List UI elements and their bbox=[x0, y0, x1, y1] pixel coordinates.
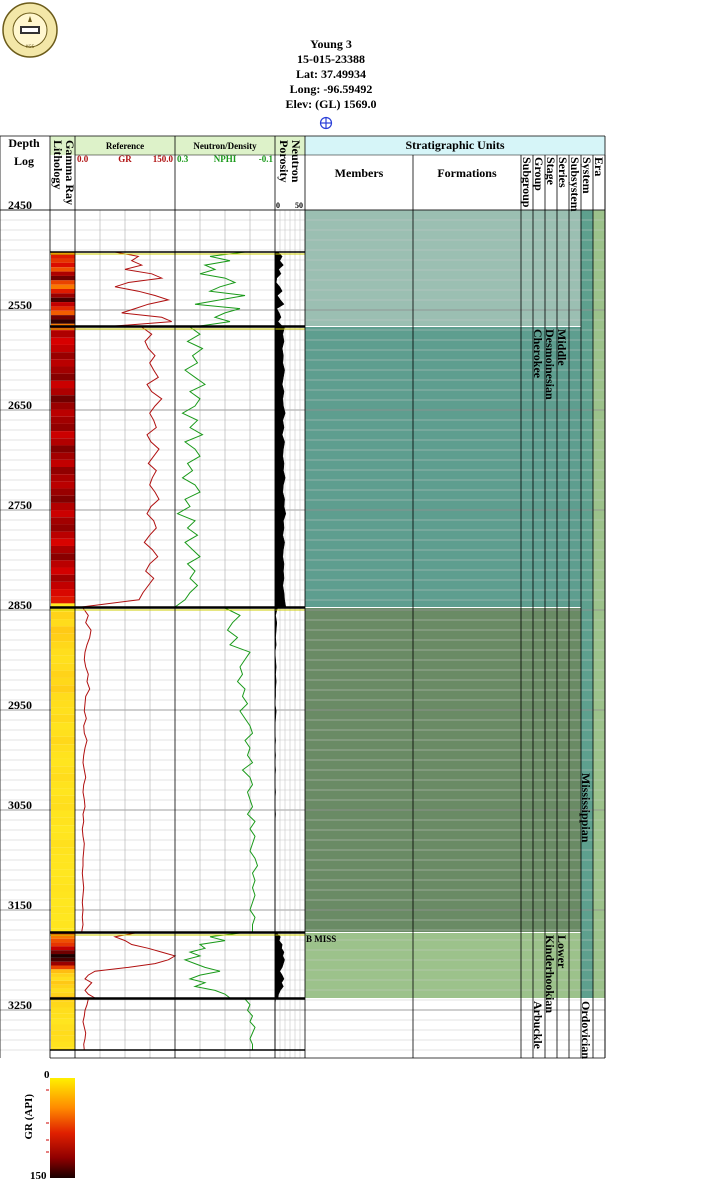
lithology-band bbox=[51, 988, 75, 992]
lithology-band bbox=[51, 489, 75, 496]
depth-subtitle: Log bbox=[13, 154, 35, 168]
porosity-label: Porosity bbox=[277, 140, 291, 183]
lithology-band bbox=[51, 855, 75, 862]
nphi-curve bbox=[195, 252, 245, 326]
lithology-band bbox=[51, 338, 75, 345]
lithology-band bbox=[51, 715, 75, 722]
lithology-band bbox=[51, 417, 75, 424]
lithology-band bbox=[51, 496, 75, 503]
lithology-band bbox=[51, 431, 75, 438]
lithology-band bbox=[51, 634, 75, 641]
lithology-band bbox=[51, 553, 75, 560]
strat-unit-label: Arbuckle bbox=[531, 1001, 545, 1049]
lithology-band bbox=[51, 954, 75, 958]
lithology-band bbox=[51, 539, 75, 546]
lithology-band bbox=[51, 503, 75, 510]
elevation: Elev: (GL) 1569.0 bbox=[285, 97, 377, 111]
latitude: Lat: 37.49934 bbox=[296, 67, 366, 81]
nphi-right: -0.1 bbox=[258, 154, 273, 164]
depth-label: 2850 bbox=[8, 598, 32, 612]
lithology-band bbox=[51, 943, 75, 947]
lithology-band bbox=[51, 374, 75, 381]
lithology-band bbox=[51, 906, 75, 913]
nphi-curve bbox=[185, 933, 240, 998]
lithology-band bbox=[51, 1019, 75, 1025]
lithology-band bbox=[51, 254, 75, 258]
strat-col-era: Era bbox=[592, 157, 606, 177]
lithology-band bbox=[51, 276, 75, 280]
lithology-band bbox=[51, 345, 75, 352]
lithology-band bbox=[51, 424, 75, 431]
lithology-band bbox=[51, 781, 75, 788]
well-name: Young 3 bbox=[310, 37, 352, 51]
lithology-band bbox=[51, 946, 75, 950]
depth-label: 2750 bbox=[8, 498, 32, 512]
lithology-band bbox=[51, 833, 75, 840]
porosity-fill bbox=[275, 933, 285, 998]
lithology-band bbox=[51, 293, 75, 297]
lithology-band bbox=[51, 445, 75, 452]
lithology-band bbox=[51, 366, 75, 373]
lithology-band bbox=[51, 532, 75, 539]
lithology-band bbox=[51, 352, 75, 359]
color-scale-max: 150 bbox=[30, 1170, 47, 1182]
lithology-band bbox=[51, 381, 75, 388]
lithology-band bbox=[51, 693, 75, 700]
lithology-band bbox=[51, 892, 75, 899]
lithology-band bbox=[51, 267, 75, 271]
color-scale-min: 0 bbox=[44, 1069, 50, 1081]
lithology-band bbox=[51, 921, 75, 928]
strat-col-members: Members bbox=[334, 166, 384, 180]
lithology-band bbox=[51, 560, 75, 567]
lithology-band bbox=[51, 575, 75, 582]
lithology-band bbox=[51, 663, 75, 670]
lithology-band bbox=[51, 973, 75, 977]
gr-max: 150.0 bbox=[152, 154, 173, 164]
lithology-band bbox=[51, 818, 75, 825]
lithology-band bbox=[51, 862, 75, 869]
lithology-band bbox=[51, 524, 75, 531]
gamma-ray-label: Gamma Ray bbox=[63, 140, 77, 205]
lithology-band bbox=[51, 884, 75, 891]
gr-curve bbox=[83, 999, 88, 1050]
svg-text:KGS: KGS bbox=[25, 44, 35, 49]
strat-header: Stratigraphic Units bbox=[405, 138, 505, 152]
lithology-band bbox=[51, 678, 75, 685]
lithology-band bbox=[51, 685, 75, 692]
lithology-label: Lithology bbox=[51, 140, 65, 190]
strat-col-series: Series bbox=[556, 157, 570, 188]
lithology-band bbox=[51, 596, 75, 603]
lithology-band bbox=[51, 589, 75, 596]
strat-col-group: Group bbox=[532, 157, 546, 191]
lithology-band bbox=[51, 395, 75, 402]
lithology-band bbox=[51, 331, 75, 338]
lithology-band bbox=[51, 280, 75, 284]
lithology-band bbox=[51, 1036, 75, 1042]
color-scale-bar bbox=[50, 1078, 75, 1178]
strat-col-formations: Formations bbox=[437, 166, 497, 180]
lithology-band bbox=[51, 825, 75, 832]
lithology-band bbox=[51, 869, 75, 876]
strat-col-system: System bbox=[580, 157, 594, 194]
neutron-density-label: Neutron/Density bbox=[193, 141, 257, 151]
lithology-band bbox=[51, 263, 75, 267]
lithology-band bbox=[51, 306, 75, 310]
lithology-band bbox=[51, 649, 75, 656]
gr-curve-label: GR bbox=[118, 154, 132, 164]
strat-unit-label: B MISS bbox=[306, 934, 337, 944]
lithology-band bbox=[51, 985, 75, 989]
nphi-left: 0.3 bbox=[177, 154, 189, 164]
strat-col-subgroup: Subgroup bbox=[520, 157, 534, 208]
lithology-band bbox=[51, 939, 75, 943]
porosity-fill bbox=[275, 252, 284, 326]
neutron-label: Neutron bbox=[289, 140, 303, 183]
lithology-band bbox=[51, 796, 75, 803]
lithology-band bbox=[51, 774, 75, 781]
lithology-band bbox=[51, 272, 75, 276]
lithology-band bbox=[51, 744, 75, 751]
strat-col-stage: Stage bbox=[544, 157, 558, 185]
lithology-band bbox=[51, 962, 75, 966]
strat-unit-label: Mississippian bbox=[579, 773, 593, 843]
depth-label: 2950 bbox=[8, 698, 32, 712]
lithology-band bbox=[51, 582, 75, 589]
lithology-band bbox=[51, 914, 75, 921]
lithology-band bbox=[51, 737, 75, 744]
lithology-band bbox=[51, 612, 75, 619]
lithology-band bbox=[51, 319, 75, 323]
depth-label: 2550 bbox=[8, 298, 32, 312]
lithology-band bbox=[51, 1008, 75, 1014]
lithology-band bbox=[51, 847, 75, 854]
lithology-band bbox=[51, 981, 75, 985]
longitude: Long: -96.59492 bbox=[289, 82, 373, 96]
lithology-band bbox=[51, 969, 75, 973]
lithology-band bbox=[51, 722, 75, 729]
lithology-band bbox=[51, 438, 75, 445]
gr-min: 0.0 bbox=[77, 154, 89, 164]
lithology-band bbox=[51, 730, 75, 737]
lithology-band bbox=[51, 671, 75, 678]
api-number: 15-015-23388 bbox=[297, 52, 365, 66]
lithology-band bbox=[51, 546, 75, 553]
lithology-band bbox=[51, 992, 75, 996]
lithology-band bbox=[51, 311, 75, 315]
lithology-band bbox=[51, 388, 75, 395]
gr-curve bbox=[85, 933, 175, 998]
strat-unit-label: Desmoinesian bbox=[543, 329, 557, 400]
lithology-band bbox=[51, 285, 75, 289]
strat-unit-block-3 bbox=[305, 933, 581, 998]
lithology-band bbox=[51, 899, 75, 906]
strat-unit-label: Cherokee bbox=[531, 329, 545, 379]
lithology-band bbox=[51, 877, 75, 884]
lithology-band bbox=[51, 510, 75, 517]
lithology-band bbox=[51, 298, 75, 302]
strat-unit-label: Lower bbox=[555, 935, 569, 969]
strat-unit-label: Middle bbox=[555, 329, 569, 366]
nphi-curve bbox=[175, 327, 205, 607]
lithology-band bbox=[51, 966, 75, 970]
lithology-band bbox=[51, 700, 75, 707]
lithology-band bbox=[51, 803, 75, 810]
lithology-band bbox=[51, 453, 75, 460]
lithology-band bbox=[51, 474, 75, 481]
lithology-band bbox=[51, 788, 75, 795]
lithology-band bbox=[51, 759, 75, 766]
depth-title: Depth bbox=[8, 136, 40, 150]
depth-label: 3250 bbox=[8, 998, 32, 1012]
lithology-band bbox=[51, 289, 75, 293]
lithology-band bbox=[51, 1025, 75, 1031]
strat-unit-label: Kinderhookian bbox=[543, 935, 557, 1014]
lithology-band bbox=[51, 707, 75, 714]
lithology-band bbox=[51, 402, 75, 409]
lithology-band bbox=[51, 460, 75, 467]
lithology-band bbox=[51, 619, 75, 626]
lithology-band bbox=[51, 752, 75, 759]
lithology-band bbox=[51, 1002, 75, 1008]
depth-label: 3050 bbox=[8, 798, 32, 812]
strat-unit-block-0 bbox=[305, 210, 581, 326]
lithology-band bbox=[51, 481, 75, 488]
lithology-band bbox=[51, 568, 75, 575]
lithology-band bbox=[51, 811, 75, 818]
depth-label: 3150 bbox=[8, 898, 32, 912]
porosity-min: 0 bbox=[276, 201, 280, 210]
lithology-band bbox=[51, 410, 75, 417]
lithology-band bbox=[51, 977, 75, 981]
strat-col-subsystem: Subsystem bbox=[568, 157, 582, 212]
porosity-fill bbox=[275, 327, 286, 607]
reference-label: Reference bbox=[105, 141, 145, 151]
lithology-band bbox=[51, 259, 75, 263]
depth-label: 2450 bbox=[8, 198, 32, 212]
strat-unit-label: Ordovician bbox=[579, 1001, 593, 1060]
porosity-max: 50 bbox=[295, 201, 303, 210]
lithology-band bbox=[51, 766, 75, 773]
lithology-band bbox=[51, 359, 75, 366]
gr-curve bbox=[115, 252, 172, 326]
lithology-band bbox=[51, 950, 75, 954]
color-scale-title: GR (API) bbox=[23, 1094, 35, 1140]
lithology-band bbox=[51, 1013, 75, 1019]
lithology-band bbox=[51, 840, 75, 847]
lithology-band bbox=[51, 641, 75, 648]
lithology-band bbox=[51, 958, 75, 962]
depth-label: 2650 bbox=[8, 398, 32, 412]
nphi-curve-label: NPHI bbox=[213, 154, 237, 164]
lithology-band bbox=[51, 1042, 75, 1048]
lithology-band bbox=[51, 626, 75, 633]
lithology-band bbox=[51, 315, 75, 319]
lithology-band bbox=[51, 1030, 75, 1036]
lithology-band bbox=[51, 517, 75, 524]
lithology-band bbox=[51, 467, 75, 474]
lithology-band bbox=[51, 302, 75, 306]
lithology-band bbox=[51, 656, 75, 663]
